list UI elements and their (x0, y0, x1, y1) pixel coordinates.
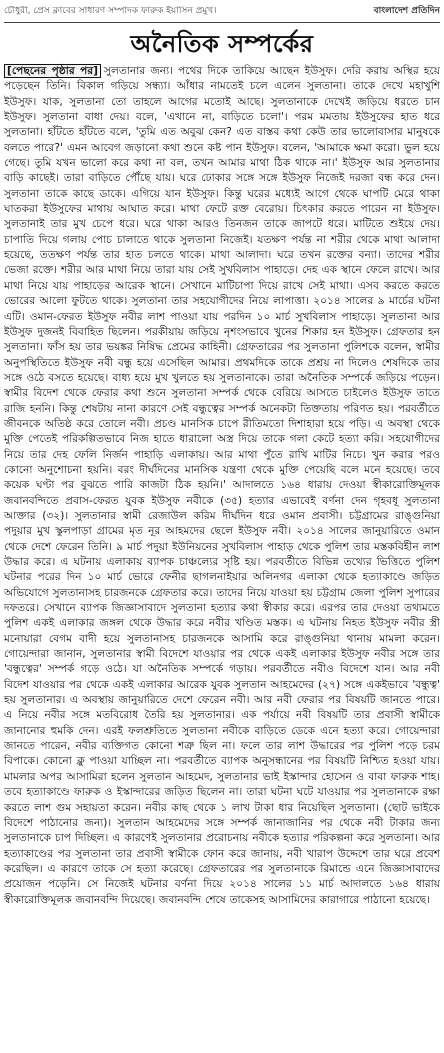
newspaper-name: বাংলাদেশ প্রতিদিন (373, 5, 440, 16)
article-paragraph (4, 64, 440, 908)
previous-article-strip (4, 0, 440, 23)
previous-article-tail: চৌধুরী, প্রেস ক্লাবের সাধারণ সম্পাদক ফারুক ইয়াসিন প্রমুখ। (4, 5, 217, 16)
article-headline: অনৈতিক সম্পর্কের (130, 29, 314, 58)
continuation-label: [পেছনের পৃষ্ঠার পর] (4, 64, 101, 78)
article-paragraph-text: সুলতানার জন্য। পথের দিকে তাকিয়ে আছেন ইউসুফ। দেরি করায় অস্থির হয়ে পড়েছেন তিনি। বিকাল গড়িয়ে সন্ধ্যা। আঁধার নামতেই চলে এলেন সুলতানা। তাকে দেখে মহাখুশি ইউসুফ। যাক, সুলতানা তো তাহলে আগের মতোই আছে। সুলতানাকে দেখেই জড়িয়ে ধরতে চান ইউসুফ। সুলতানা বাধা দেয়। বলে, 'এখানে না, বাড়িতে চলো'। পরম মমতায় ইউসুফের হাত ধরে সুলতানা। হাঁটতে হাঁটতে বলে, 'তুমি এত অবুঝ কেন? এত বাস্তব কথা কেউ তার ভালোবাসার মানুষকে বলতে পারে?' এমন আবেগ জড়ানো কথা শুনে কষ্ট পান ইউসুফ। বলেন, 'আমাকে ক্ষমা করো। ভুল হয়ে গেছে। তুমি যখন ভালো করে কথা না বল, তখন আমার মাথা ঠিক থাকে না।' ইউসুফ আর সুলতানার বাড়ি কাছেই। তারা বাড়িতে পৌঁছে যায়। ঘরে ঢোকার সঙ্গে সঙ্গে ইউসুফ নিজেই দরজা বন্ধ করে দেন। সুলতানা তাকে কাছে ডাকে। এগিয়ে যান ইউসুফ। কিন্তু ঘরের মধ্যেই আগে থেকে ঘাপটি মেরে থাকা ঘাতকরা ইউসুফের মাথায় আঘাত করে। মাথা ফেটে রক্ত বেরোয়। চিৎকার করতে পারেন না ইউসুফ। সুলতানাই তার মুখ চেপে ধরে। ঘরে থাকা আরও তিনজন তাকে জাপটে ধরে। মাটিতে শুইয়ে দেয়। চাপাতি দিয়ে গলায় পোচ চালাতে থাকে সুলতানা নিজেই। যতক্ষণ পর্যন্ত না শরীর থেকে মাথা আলাদা হয়েছে, ততক্ষণ পর্যন্ত তার হাত চলতে থাকে। মাথা আলাদা। ঘরে তখন রক্তের বন্যা। তাদের শরীর ভেজা রক্তে। শরীর আর মাথা নিয়ে তারা যায় সেই সুখবিলাস পাহাড়ে। দেহ এক স্থানে ফেলে রাখে। আর মাথা নিয়ে যায় পাহাড়ের আরেক স্থানে। সেখানে মাটিচাপা দিয়ে রাখে সেই মাথা। এসব করতে করতে ভোরের আলো ফুটতে থাকে। সুলতানা তার সহযোগীদের নিয়ে লাপাত্তা। ২০১৪ সালের ৯ মার্চের ঘটনা এটি। ওমান-ফেরত ইউসুফ নবীর লাশ পাওয়া যায় পরদিন ১০ মার্চ সুখবিলাস পাহাড়ে। সুলতানা আর ইউসুফ দুজনই বিবাহিত ছিলেন। পরকীয়ায় জড়িয়ে নৃশংসভাবে খুনের শিকার হন ইউসুফ। গ্রেফতার হন সুলতানা। ফাঁস হয় তার ভয়ঙ্কর নিষিদ্ধ প্রেমের কাহিনী। গ্রেফতারের পর সুলতানা পুলিশকে বলেন, স্বামীর অনুপস্থিতিতে ইউসুফ নবী বন্ধু হয়ে এসেছিল আমার। প্রথমদিকে তাকে প্রশ্রয় না দিলেও শেষদিকে তার সঙ্গে ওঠে বসতে হয়েছে। বাধ্য হয়ে মুখ খুলতে হয় সুলতানাকে। তারা অনৈতিক সম্পর্কে জড়িয়ে পড়েন। স্বামীর বিদেশ থেকে ফেরার কথা শুনে সুলতানা সম্পর্ক থেকে বেরিয়ে আসতে চাইলেও ইউসুফ তাতে রাজি হননি। কিন্তু শেষটায় নানা কারণে সেই বন্ধুত্বের সম্পর্ক অনেকটা তিক্ততায় পরিণত হয়। পরবর্তীতে জীবনকে অতিষ্ঠ করে তোলে নবী। প্রচণ্ড মানসিক চাপে রীতিমতো দিশাহারা হয়ে পড়ি। এ অবস্থা থেকে মুক্তি পেতেই পরিকল্পিতভাবে নিজ হাতে ধারালো অস্ত্র দিয়ে তাকে গলা কেটে হত্যা করি। সহযোগীদের নিয়ে তার দেহ ফেলি নির্জন পাহাড়ি এলাকায়। আর মাথা পুঁতে রাখি মাটির নিচে। খুন করার পরও কোনো অনুশোচনা হয়নি। বরং দীর্ঘদিনের মানসিক যন্ত্রণা থেকে মুক্তি পেয়েছি বলে মনে হয়েছে। তবে কয়েক ঘণ্টা পর বুঝতে পারি কাজটা ঠিক হয়নি।' আদালতে ১৬৪ ধারায় দেওয়া স্বীকারোক্তিমূলক জবানবন্দিতে প্রবাস-ফেরত যুবক ইউসুফ নবীকে (৩৫) হত্যার এভাবেই বর্ণনা দেন গৃহবধূ সুলতানা আক্তার (৩২)। সুলতানার স্বামী রেজাউল করিম দীর্ঘদিন ধরে ওমান প্রবাসী। চট্টগ্রামের রাঙ্গুনিয়া পদুয়ার মুখ স্কুলপাড়া গ্রামের মৃত নূর আহমদের ছেলে ইউসুফ নবী। ২০১৪ সালের জানুয়ারিতে ওমান থেকে দেশে ফেরেন তিনি। ৯ মার্চ পদুয়া ইউনিয়নের সুখবিলাস পাহাড় থেকে পুলিশ তার মস্তকবিহীন লাশ উদ্ধার করে। এ ঘটনায় এলাকায় ব্যাপক চাঞ্চল্যের সৃষ্টি হয়। পরবর্তীতে বিভিন্ন তথ্যের ভিত্তিতে পুলিশ ঘটনার পরের দিন ১০ মার্চ ভোরে ফেনীর ছাগলনাইয়ার অলিনগর এলাকা থেকে হত্যাকাণ্ডে জড়িত অভিযোগে সুলতানাসহ চারজনকে গ্রেফতার করে। তাদের নিয়ে যাওয়া হয় চট্টগ্রাম জেলা পুলিশ সুপারের দফতরে। সেখানে ব্যাপক জিজ্ঞাসাবাদে সুলতানা হত্যার কথা স্বীকার করে। এরপর তার দেওয়া তথ্যমতে পুলিশ একই এলাকার জঙ্গল থেকে উদ্ধার করে নবীর খণ্ডিত মস্তক। এ ঘটনায় নিহত ইউসুফ নবীর স্ত্রী মনোয়ারা বেগম বাদী হয়ে সুলতানাসহ চারজনকে আসামি করে রাঙ্গুনিয়া থানায় মামলা করেন। গোয়েন্দারা জানান, সুলতানার স্বামী বিদেশে যাওয়ার পর থেকে একই এলাকার ইউসুফ নবীর সঙ্গে তার 'বন্ধুত্বের' সম্পর্ক গড়ে ওঠে। যা অনৈতিক সম্পর্কে গড়ায়। পরবর্তীতে নবীও বিদেশে যান। আর নবী বিদেশ যাওয়ার পর থেকে একই এলাকার আরেক যুবক সুলতান আহমেদের (২৭) সঙ্গে একইভাবে 'বন্ধুত্ব' হয় সুলতানার। এ অবস্থায় জানুয়ারিতে দেশে ফেরেন নবী। আর নবী ফেরার পর বিষয়টি জানতে পারে। এ নিয়ে নবীর সঙ্গে মতবিরোধ তৈরি হয় সুলতানার। এক পর্যায়ে নবী বিষয়টি তার প্রবাসী স্বামীকে জানানোর হুমকি দেন। এরই ফলশ্রুতিতে সুলতানা নবীকে বাড়িতে ডেকে এনে হত্যা করে। গোয়েন্দারা জানতে পারেন, নবীর ব্যক্তিগত কোনো শত্রু ছিল না। ফলে তার লাশ উদ্ধারের পর পুলিশ পড়ে চরম বিপাকে। কোনো ক্লু পাওয়া যাচ্ছিল না। পরবর্তীতে ব্যাপক অনুসন্ধানের পর বিষয়টি নিশ্চিত হওয়া যায়। মামলার অপর আসামিরা হলেন সুলতান আহমেদ, সুলতানার ভাই ইস্কান্দার হোসেন ও বাবা ফারুক শাহ। তবে হত্যাকাণ্ডে ফারুক ও ইস্কান্দারের জড়িত ছিলেন না। তারা ঘটনা ঘটে যাওয়ার পর সুলতানাকে রক্ষা করতে লাশ গুম সহায়তা করেন। নবীর কাছ থেকে ১ লাখ টাকা ধার নিয়েছিল সুলতানা। (ছোট ভাইকে বিদেশে পাঠানোর জন্য)। সুলতান আহমেদের সঙ্গে সম্পর্ক জানাজানির পর থেকে নবী টাকার জন্য সুলতানাকে চাপ দিচ্ছিল। এ কারণেই সুলতানার প্ররোচনায় নবীকে হত্যার পরিকল্পনা করে সুলতানা। আর হত্যাকাণ্ডের পর সুলতানা তার প্রবাসী স্বামীকে ফোন করে জানায়, নবী খারাপ উদ্দেশে তার ঘরে প্রবেশ করেছিল। এ কারণে তাকে সে হত্যা করেছে। গ্রেফতারের পর সুলতানাকে রিমান্ডে এনে জিজ্ঞাসাবাদের প্রয়োজন পড়েনি। সে নিজেই ঘটনার বর্ণনা দিয়ে ২০১৪ সালের ১১ মার্চ আদালতে ১৬৪ ধারায় স্বীকারোক্তিমূলক জবানবন্দি দিয়েছে। জবানবন্দি শেষে তাকেসহ আসামিদের কারাগারে পাঠানো হয়েছে। (4, 65, 440, 906)
article-body (4, 64, 440, 908)
